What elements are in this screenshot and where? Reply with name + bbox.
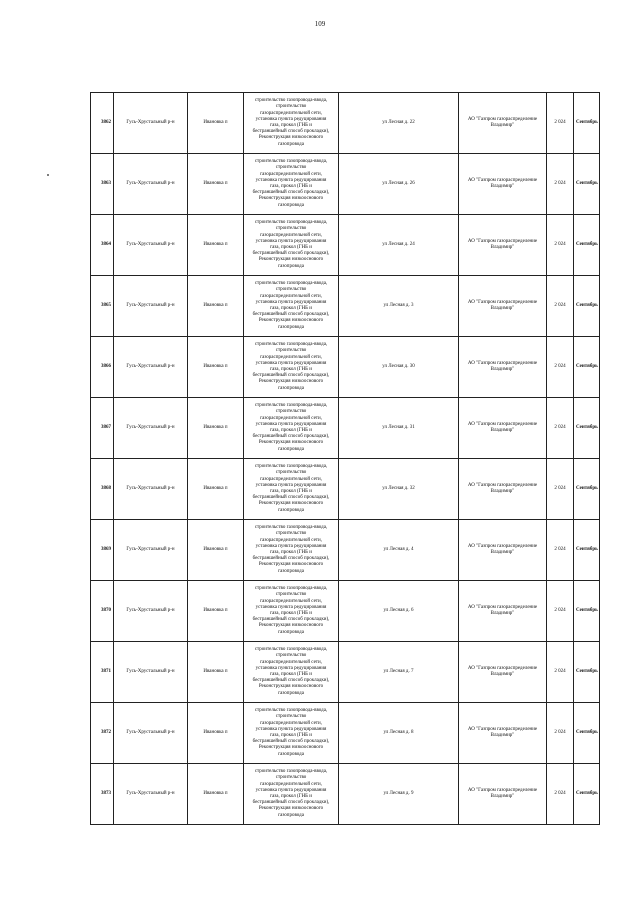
address-text: ул Лесная д. 8 (383, 729, 414, 735)
address-cell (339, 215, 459, 276)
work-description-cell (244, 459, 339, 520)
table-row (91, 215, 600, 276)
work-description-line: установка пункта редуцирования (255, 482, 327, 488)
address-cell (339, 581, 459, 642)
work-description-cell (244, 703, 339, 764)
table-row (91, 520, 600, 581)
settlement-cell (188, 703, 244, 764)
work-description-line: газа, прокол (ГНБ и (270, 184, 312, 189)
work-description-cell (244, 154, 339, 215)
district-cell (114, 642, 188, 703)
row-number-cell (91, 459, 114, 520)
row-number-text: 3870 (101, 607, 111, 613)
table-row (91, 337, 600, 398)
year-cell (547, 215, 574, 276)
address-text: ул Лесная д. 31 (382, 424, 415, 430)
year-cell (547, 398, 574, 459)
work-description-line: газа, прокол (ГНБ и (270, 672, 312, 677)
work-description-line: газораспределительной сети, (260, 598, 322, 604)
organization-cell (459, 154, 547, 215)
address-text: ул Лесная д. 22 (382, 119, 415, 125)
work-description-line: газораспределительной сети, (260, 232, 322, 238)
row-number-text: 3865 (101, 302, 111, 308)
address-text: ул Лесная д. 6 (383, 607, 414, 613)
work-description-line: бестраншейный способ прокладки), (252, 129, 330, 135)
work-description-line: газопровода (278, 202, 304, 208)
work-description-line: строительство (275, 592, 307, 598)
district-text: Гусь-Хрустальный р-н (126, 607, 175, 613)
settlement-cell (188, 276, 244, 337)
year-cell (547, 520, 574, 581)
table-row (91, 459, 600, 520)
work-description-line: газораспределительной сети, (260, 537, 322, 543)
work-description-line: газопровода (278, 263, 304, 269)
work-description-line: бестраншейный способ прокладки), (252, 800, 330, 806)
organization-text: АО "Газпром газораспределение Владимир" (467, 665, 538, 677)
work-description-line: газа, прокол (ГНБ и (270, 733, 312, 738)
settlement-cell (188, 93, 244, 154)
district-cell (114, 276, 188, 337)
work-description-line: газораспределительной сети, (260, 110, 322, 116)
district-text: Гусь-Хрустальный р-н (126, 729, 175, 735)
work-description-line: газа, прокол (ГНБ и (270, 306, 312, 311)
organization-cell (459, 215, 547, 276)
settlement-cell (188, 215, 244, 276)
work-description-line: строительство газопровода-ввода, (254, 403, 328, 409)
work-description-line: бестраншейный способ прокладки), (252, 556, 330, 562)
row-number-cell (91, 154, 114, 215)
district-text: Гусь-Хрустальный р-н (126, 180, 175, 186)
work-description-line: Реконструкция низкооснового (258, 318, 324, 324)
table-row (91, 764, 600, 825)
work-description-line: бестраншейный способ прокладки), (252, 434, 330, 440)
work-description-line: строительство (275, 714, 307, 720)
work-description-line: строительство газопровода-ввода, (254, 525, 328, 531)
work-description-line: Реконструкция низкооснового (258, 745, 324, 751)
work-description-cell (244, 215, 339, 276)
district-text: Гусь-Хрустальный р-н (126, 302, 175, 308)
work-description-line: газораспределительной сети, (260, 659, 322, 665)
work-description-line: бестраншейный способ прокладки), (252, 251, 330, 257)
work-description-line: газопровода (278, 507, 304, 513)
organization-cell (459, 764, 547, 825)
address-cell (339, 642, 459, 703)
work-description-line: строительство газопровода-ввода, (254, 281, 328, 287)
year-text: 2 024 (554, 302, 566, 308)
work-description-line: газораспределительной сети, (260, 293, 322, 299)
district-text: Гусь-Хрустальный р-н (126, 241, 175, 247)
table-row (91, 93, 600, 154)
work-description-line: газопровода (278, 385, 304, 391)
work-description-line: строительство (275, 104, 307, 110)
year-text: 2 024 (554, 485, 566, 491)
work-description-line: газа, прокол (ГНБ и (270, 550, 312, 555)
settlement-cell (188, 642, 244, 703)
work-description-cell (244, 520, 339, 581)
settlement-cell (188, 520, 244, 581)
work-description-line: строительство (275, 165, 307, 171)
organization-text: АО "Газпром газораспределение Владимир" (467, 299, 538, 311)
year-cell (547, 93, 574, 154)
table-row (91, 642, 600, 703)
work-description-line: бестраншейный способ прокладки), (252, 617, 330, 623)
row-number-text: 3873 (101, 790, 111, 796)
year-cell (547, 764, 574, 825)
settlement-text: Ивановка п (203, 485, 228, 491)
month-text: Сентябрь (576, 119, 598, 125)
district-text: Гусь-Хрустальный р-н (126, 790, 175, 796)
district-text: Гусь-Хрустальный р-н (126, 546, 175, 552)
row-number-text: 3868 (101, 485, 111, 491)
settlement-text: Ивановка п (203, 607, 228, 613)
work-description-line: бестраншейный способ прокладки), (252, 495, 330, 501)
address-text: ул Лесная д. 9 (383, 790, 414, 796)
organization-text: АО "Газпром газораспределение Владимир" (467, 421, 538, 433)
month-text: Сентябрь (576, 424, 598, 430)
row-number-text: 3866 (101, 363, 111, 369)
address-cell (339, 459, 459, 520)
work-description-line: Реконструкция низкооснового (258, 196, 324, 202)
work-description-line: газораспределительной сети, (260, 720, 322, 726)
row-number-cell (91, 764, 114, 825)
district-cell (114, 398, 188, 459)
work-description-line: установка пункта редуцирования (255, 787, 327, 793)
table-row (91, 398, 600, 459)
year-text: 2 024 (554, 729, 566, 735)
table-row (91, 703, 600, 764)
row-number-cell (91, 520, 114, 581)
month-cell (574, 337, 600, 398)
district-text: Гусь-Хрустальный р-н (126, 668, 175, 674)
work-description-line: Реконструкция низкооснового (258, 501, 324, 507)
settlement-text: Ивановка п (203, 546, 228, 552)
month-text: Сентябрь (576, 729, 598, 735)
settlement-cell (188, 459, 244, 520)
table-row (91, 154, 600, 215)
month-text: Сентябрь (576, 241, 598, 247)
month-cell (574, 520, 600, 581)
work-description-line: строительство газопровода-ввода, (254, 159, 328, 165)
organization-cell (459, 459, 547, 520)
district-cell (114, 581, 188, 642)
work-description-line: бестраншейный способ прокладки), (252, 312, 330, 318)
address-text: ул Лесная д. 4 (383, 546, 414, 552)
address-cell (339, 337, 459, 398)
district-cell (114, 215, 188, 276)
organization-text: АО "Газпром газораспределение Владимир" (467, 604, 538, 616)
organization-text: АО "Газпром газораспределение Владимир" (467, 116, 538, 128)
month-cell (574, 703, 600, 764)
district-cell (114, 703, 188, 764)
work-description-line: строительство (275, 287, 307, 293)
work-description-line: газопровода (278, 629, 304, 635)
work-description-line: газа, прокол (ГНБ и (270, 794, 312, 799)
work-description-line: строительство газопровода-ввода, (254, 342, 328, 348)
work-description-line: Реконструкция низкооснового (258, 440, 324, 446)
year-cell (547, 642, 574, 703)
work-description-line: газа, прокол (ГНБ и (270, 245, 312, 250)
district-cell (114, 93, 188, 154)
work-description-cell (244, 764, 339, 825)
district-cell (114, 764, 188, 825)
table-body (91, 93, 600, 825)
work-description-line: бестраншейный способ прокладки), (252, 373, 330, 379)
address-text: ул Лесная д. 3 (383, 302, 414, 308)
settlement-text: Ивановка п (203, 363, 228, 369)
address-cell (339, 154, 459, 215)
work-description-line: Реконструкция низкооснового (258, 379, 324, 385)
work-description-line: строительство (275, 409, 307, 415)
address-text: ул Лесная д. 24 (382, 241, 415, 247)
work-description-line: Реконструкция низкооснового (258, 135, 324, 141)
gasification-table (90, 92, 600, 825)
district-text: Гусь-Хрустальный р-н (126, 485, 175, 491)
work-description-line: установка пункта редуцирования (255, 421, 327, 427)
work-description-line: строительство газопровода-ввода, (254, 220, 328, 226)
address-cell (339, 398, 459, 459)
row-number-cell (91, 398, 114, 459)
district-cell (114, 520, 188, 581)
organization-cell (459, 398, 547, 459)
work-description-line: газопровода (278, 568, 304, 574)
organization-cell (459, 581, 547, 642)
year-cell (547, 154, 574, 215)
work-description-line: газораспределительной сети, (260, 354, 322, 360)
organization-cell (459, 337, 547, 398)
settlement-text: Ивановка п (203, 790, 228, 796)
month-text: Сентябрь (576, 668, 598, 674)
month-cell (574, 764, 600, 825)
work-description-line: газопровода (278, 751, 304, 757)
year-text: 2 024 (554, 119, 566, 125)
district-cell (114, 154, 188, 215)
year-text: 2 024 (554, 546, 566, 552)
district-text: Гусь-Хрустальный р-н (126, 424, 175, 430)
work-description-cell (244, 337, 339, 398)
address-cell (339, 93, 459, 154)
work-description-line: бестраншейный способ прокладки), (252, 739, 330, 745)
month-cell (574, 459, 600, 520)
organization-text: АО "Газпром газораспределение Владимир" (467, 360, 538, 372)
organization-text: АО "Газпром газораспределение Владимир" (467, 787, 538, 799)
work-description-line: газопровода (278, 690, 304, 696)
district-text: Гусь-Хрустальный р-н (126, 119, 175, 125)
address-cell (339, 703, 459, 764)
work-description-line: газа, прокол (ГНБ и (270, 123, 312, 128)
year-cell (547, 276, 574, 337)
settlement-text: Ивановка п (203, 119, 228, 125)
work-description-line: газораспределительной сети, (260, 415, 322, 421)
settlement-cell (188, 764, 244, 825)
address-text: ул Лесная д. 32 (382, 485, 415, 491)
address-text: ул Лесная д. 30 (382, 363, 415, 369)
work-description-line: установка пункта редуцирования (255, 665, 327, 671)
year-cell (547, 581, 574, 642)
scan-speck (47, 174, 49, 176)
month-text: Сентябрь (576, 607, 598, 613)
table-row (91, 581, 600, 642)
work-description-line: строительство газопровода-ввода, (254, 586, 328, 592)
work-description-line: Реконструкция низкооснового (258, 257, 324, 263)
work-description-line: строительство газопровода-ввода, (254, 98, 328, 104)
work-description-line: газопровода (278, 324, 304, 330)
year-cell (547, 337, 574, 398)
month-cell (574, 581, 600, 642)
work-description-line: Реконструкция низкооснового (258, 562, 324, 568)
work-description-line: газораспределительной сети, (260, 476, 322, 482)
work-description-line: газа, прокол (ГНБ и (270, 428, 312, 433)
work-description-line: строительство (275, 775, 307, 781)
organization-cell (459, 642, 547, 703)
work-description-line: строительство (275, 531, 307, 537)
row-number-cell (91, 93, 114, 154)
month-text: Сентябрь (576, 302, 598, 308)
work-description-cell (244, 642, 339, 703)
year-text: 2 024 (554, 790, 566, 796)
month-text: Сентябрь (576, 790, 598, 796)
organization-cell (459, 93, 547, 154)
month-text: Сентябрь (576, 546, 598, 552)
year-cell (547, 703, 574, 764)
work-description-cell (244, 93, 339, 154)
work-description-line: Реконструкция низкооснового (258, 806, 324, 812)
settlement-text: Ивановка п (203, 729, 228, 735)
settlement-text: Ивановка п (203, 424, 228, 430)
settlement-cell (188, 398, 244, 459)
month-text: Сентябрь (576, 363, 598, 369)
row-number-text: 3871 (101, 668, 111, 674)
work-description-line: строительство газопровода-ввода, (254, 647, 328, 653)
row-number-cell (91, 215, 114, 276)
organization-text: АО "Газпром газораспределение Владимир" (467, 543, 538, 555)
row-number-text: 3863 (101, 180, 111, 186)
work-description-line: установка пункта редуцирования (255, 177, 327, 183)
work-description-line: бестраншейный способ прокладки), (252, 190, 330, 196)
work-description-line: строительство (275, 348, 307, 354)
row-number-cell (91, 337, 114, 398)
row-number-cell (91, 642, 114, 703)
page-number: 109 (314, 20, 326, 28)
organization-text: АО "Газпром газораспределение Владимир" (467, 238, 538, 250)
work-description-line: газа, прокол (ГНБ и (270, 611, 312, 616)
year-text: 2 024 (554, 241, 566, 247)
district-cell (114, 459, 188, 520)
settlement-text: Ивановка п (203, 302, 228, 308)
organization-cell (459, 276, 547, 337)
work-description-line: строительство (275, 226, 307, 232)
work-description-line: газопровода (278, 812, 304, 818)
work-description-line: строительство (275, 653, 307, 659)
settlement-cell (188, 581, 244, 642)
work-description-line: установка пункта редуцирования (255, 116, 327, 122)
work-description-line: установка пункта редуцирования (255, 726, 327, 732)
settlement-text: Ивановка п (203, 241, 228, 247)
work-description-line: установка пункта редуцирования (255, 604, 327, 610)
month-cell (574, 276, 600, 337)
organization-text: АО "Газпром газораспределение Владимир" (467, 177, 538, 189)
settlement-cell (188, 337, 244, 398)
month-text: Сентябрь (576, 180, 598, 186)
work-description-line: строительство (275, 470, 307, 476)
settlement-text: Ивановка п (203, 668, 228, 674)
organization-cell (459, 703, 547, 764)
year-text: 2 024 (554, 424, 566, 430)
work-description-line: установка пункта редуцирования (255, 299, 327, 305)
organization-text: АО "Газпром газораспределение Владимир" (467, 482, 538, 494)
year-text: 2 024 (554, 668, 566, 674)
row-number-cell (91, 276, 114, 337)
row-number-text: 3869 (101, 546, 111, 552)
work-description-line: строительство газопровода-ввода, (254, 708, 328, 714)
work-description-line: газопровода (278, 141, 304, 147)
work-description-cell (244, 581, 339, 642)
row-number-cell (91, 581, 114, 642)
organization-text: АО "Газпром газораспределение Владимир" (467, 726, 538, 738)
district-text: Гусь-Хрустальный р-н (126, 363, 175, 369)
work-description-cell (244, 398, 339, 459)
year-text: 2 024 (554, 363, 566, 369)
work-description-line: Реконструкция низкооснового (258, 684, 324, 690)
work-description-line: установка пункта редуцирования (255, 360, 327, 366)
address-cell (339, 764, 459, 825)
address-cell (339, 520, 459, 581)
year-text: 2 024 (554, 180, 566, 186)
settlement-cell (188, 154, 244, 215)
month-cell (574, 215, 600, 276)
address-cell (339, 276, 459, 337)
month-cell (574, 398, 600, 459)
year-cell (547, 459, 574, 520)
address-text: ул Лесная д. 26 (382, 180, 415, 186)
organization-cell (459, 520, 547, 581)
work-description-line: газораспределительной сети, (260, 781, 322, 787)
row-number-text: 3862 (101, 119, 111, 125)
work-description-line: установка пункта редуцирования (255, 238, 327, 244)
address-text: ул Лесная д. 7 (383, 668, 414, 674)
work-description-line: газа, прокол (ГНБ и (270, 367, 312, 372)
year-text: 2 024 (554, 607, 566, 613)
district-cell (114, 337, 188, 398)
work-description-line: строительство газопровода-ввода, (254, 464, 328, 470)
month-cell (574, 642, 600, 703)
month-cell (574, 154, 600, 215)
row-number-text: 3867 (101, 424, 111, 430)
row-number-text: 3872 (101, 729, 111, 735)
work-description-line: газопровода (278, 446, 304, 452)
work-description-line: газа, прокол (ГНБ и (270, 489, 312, 494)
month-text: Сентябрь (576, 485, 598, 491)
row-number-cell (91, 703, 114, 764)
table-row (91, 276, 600, 337)
month-cell (574, 93, 600, 154)
work-description-line: газораспределительной сети, (260, 171, 322, 177)
work-description-cell (244, 276, 339, 337)
work-description-line: бестраншейный способ прокладки), (252, 678, 330, 684)
work-description-line: строительство газопровода-ввода, (254, 769, 328, 775)
work-description-line: Реконструкция низкооснового (258, 623, 324, 629)
work-description-line: установка пункта редуцирования (255, 543, 327, 549)
settlement-text: Ивановка п (203, 180, 228, 186)
row-number-text: 3864 (101, 241, 111, 247)
